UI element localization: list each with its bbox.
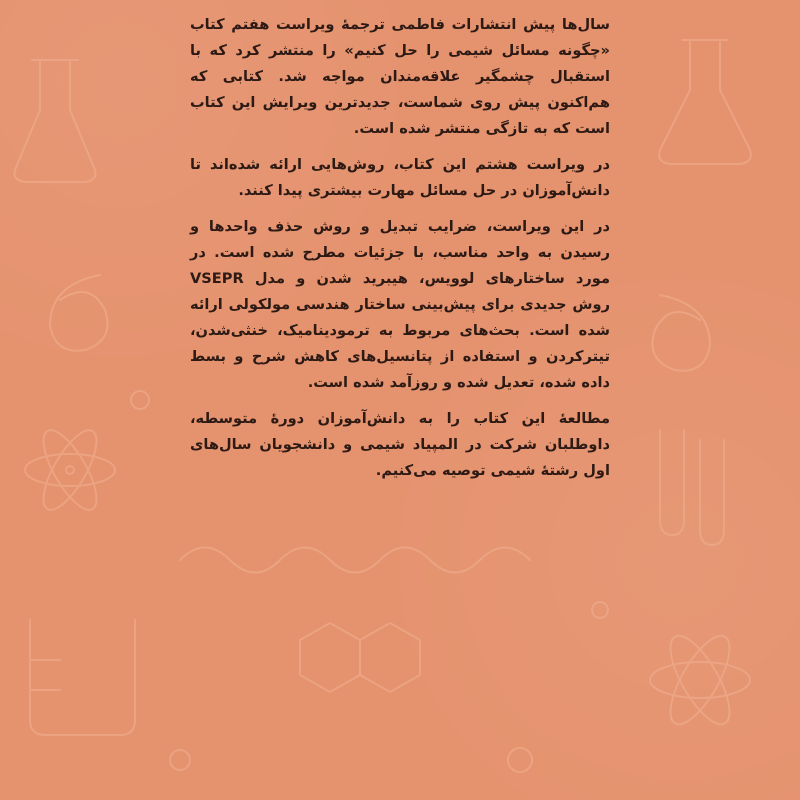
description-paragraph: در ویراست هشتم این کتاب، روش‌هایی ارائه شده‌اند تا دانش‌آموزان در حل مسائل مهارت بیشتری پیدا کنند.	[190, 156, 610, 199]
description-paragraph: در این ویراست، ضرایب تبدیل و روش حذف واحدها و رسیدن به واحد مناسب، با جزئیات مطرح شده است. در مورد ساختارهای لوویس، هیبرید شدن و مدل VSEPR روش جدیدی برای پیش‌بینی ساختار هندسی مولکولی ارائه شده است. بحث‌های مربوط به ترمودینامیک، خنثی‌شدن، تیترکردن و استفاده از پتانسیل‌های کاهش شرح و بسط داده شده، تعدیل شده و روزآمد شده است.	[190, 218, 610, 391]
description-paragraph: سال‌ها پیش انتشارات فاطمی ترجمهٔ ویراست هفتم کتاب «چگونه مسائل شیمی را حل کنیم» را منتشر کرد که با استقبال چشمگیر علاقه‌مندان مواجه شد. کتابی که هم‌اکنون پیش روی شماست، جدیدترین ویرایش این کتاب است که به تازگی منتشر شده است.	[190, 16, 610, 137]
book-description	[190, 12, 610, 484]
description-paragraph: مطالعهٔ این کتاب را به دانش‌آموزان دورهٔ متوسطه، داوطلبان شرکت در المپیاد شیمی و دانشجویان سال‌های اول رشتهٔ شیمی توصیه می‌کنیم.	[190, 410, 610, 479]
